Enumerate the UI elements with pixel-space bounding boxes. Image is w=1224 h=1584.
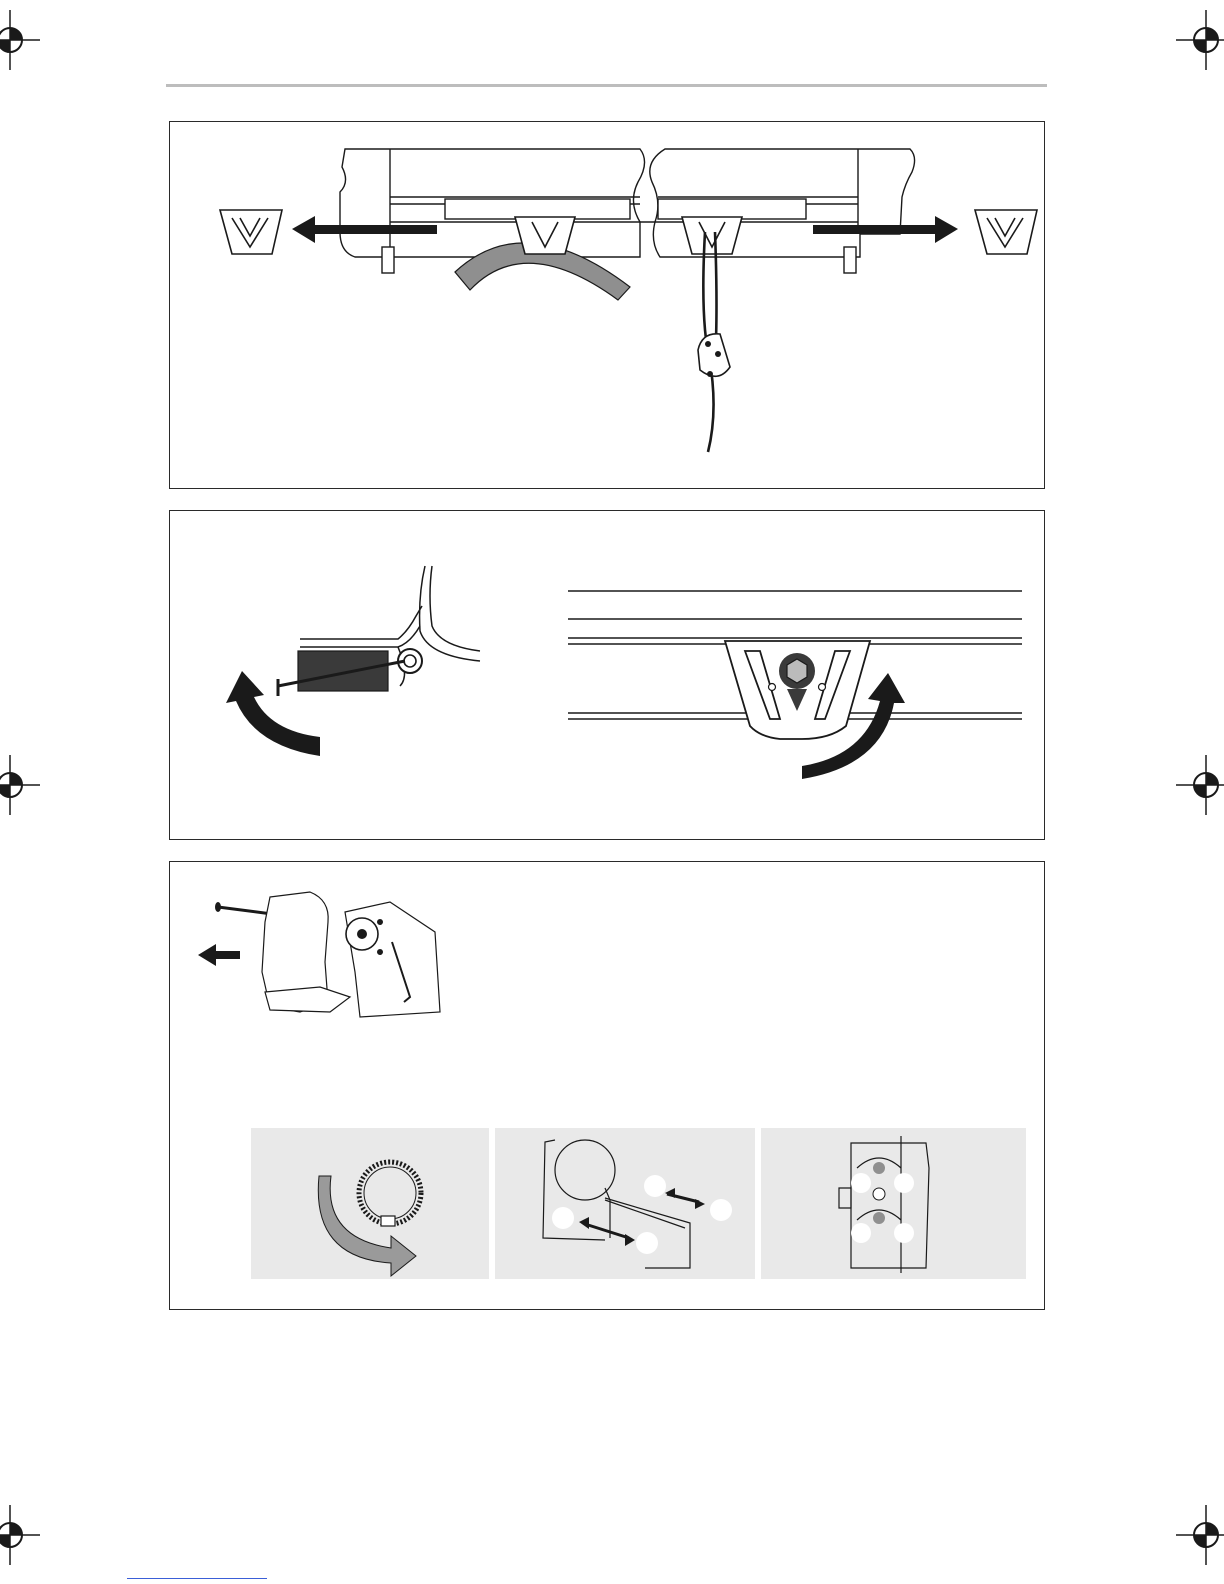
figure-3-panel — [169, 861, 1045, 1310]
bottom-link-rule — [127, 1578, 267, 1579]
header-rule — [166, 84, 1047, 87]
end-cap-left-icon — [220, 210, 282, 254]
end-cap-right-icon — [975, 210, 1037, 254]
figure-1-illustration — [170, 122, 1046, 490]
registration-mark-icon — [0, 755, 40, 815]
detail-inset-bracket — [761, 1128, 1026, 1279]
figure-2-panel — [169, 510, 1045, 840]
registration-mark-icon — [1176, 755, 1224, 815]
registration-mark-icon — [0, 10, 40, 70]
detail-inset-spring — [251, 1128, 489, 1279]
registration-mark-icon — [1176, 10, 1224, 70]
detail-inset-profile — [495, 1128, 755, 1279]
screw-icon — [215, 902, 272, 914]
registration-mark-icon — [1176, 1505, 1224, 1565]
figure-1-panel — [169, 121, 1045, 489]
registration-mark-icon — [0, 1505, 40, 1565]
arrow-left-icon — [198, 944, 240, 966]
figure-2-illustration — [170, 511, 1046, 841]
